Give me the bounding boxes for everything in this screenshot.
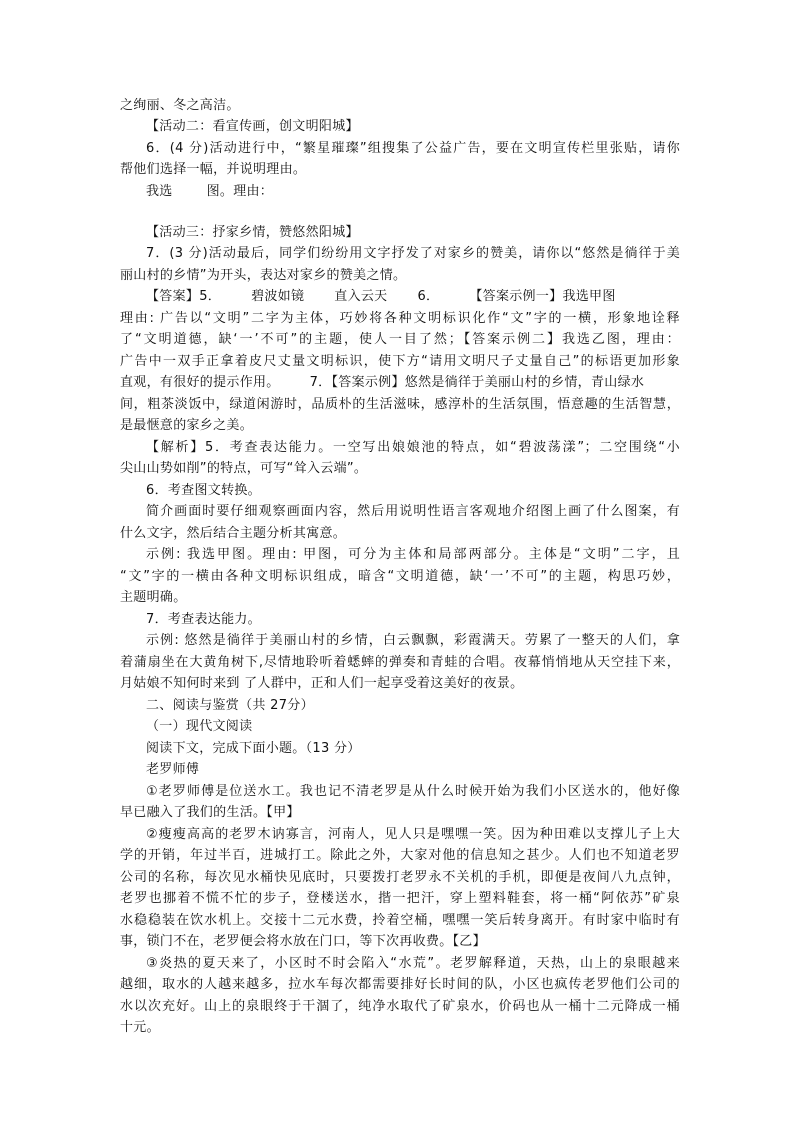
text-line: 理由: 广告以“文明”二字为主体，巧妙将各种文明标识化作“文”字的一横，形象地诠释 xyxy=(120,311,680,326)
answer-choose-label: 我选 xyxy=(146,184,173,199)
answer-6-number: 6． xyxy=(417,289,440,304)
activity-three-heading: 【活动三：抒家乡情，赞悠然阳城】 xyxy=(146,225,359,240)
question-7: 7．(3 分)活动最后，同学们纷纷用文字抒发了对家乡的赞美，请你以“悠然是徜徉于美 xyxy=(146,246,680,261)
answer-reason-label: 图。理由： xyxy=(206,184,274,199)
answer-label: 【答案】5． xyxy=(146,289,222,304)
answer-5-blank-2: 直入云天 xyxy=(334,289,388,304)
text-line: 公司的名称，每次见水桶快见底时，只要拨打老罗永不关机的手机，即便是夜间八九点钟， xyxy=(120,870,680,885)
text-line: 示例: 悠然是徜徉于美丽山村的乡情，白云飘飘，彩霞满天。劳累了一整天的人们，拿 xyxy=(146,633,680,648)
text-line: 是最惬意的家乡之美。 xyxy=(120,418,254,433)
text-line: 了“文明道德，缺‘一’不可”的主题，使人一目了然；【答案示例二】我选乙图，理由： xyxy=(120,332,680,347)
text-line: 水稳稳装在饮水机上。交接十二元水费，拎着空桶，嘿嘿一笑后转身离开。有时家中临时有 xyxy=(120,913,680,928)
text-line: 示例: 我选甲图。理由: 甲图，可分为主体和局部两部分。主体是“文明”二字，且 xyxy=(146,547,680,562)
answer-6-example-1: 【答案示例一】我选甲图 xyxy=(469,289,616,304)
text-line: 广告中一双手正拿着皮尺丈量文明标识，使下方“请用文明尺子丈量自己”的标语更加形象 xyxy=(120,354,680,369)
answer-line xyxy=(146,286,680,307)
text-line: 学的开销，年过半百，进城打工。除此之外，大家对他的信息知之甚少。人们也不知道老罗 xyxy=(120,848,680,863)
paragraph-1: ①老罗师傅是位送水工。我也记不清老罗是从什么时候开始为我们小区送水的，他好像 xyxy=(146,784,680,799)
text-line: 老罗也挪着不慌不忙的步子，登楼送水，揩一把汗，穿上塑料鞋套，将一桶“阿依苏”矿泉 xyxy=(120,891,680,906)
text-line: 十元。 xyxy=(120,1020,160,1035)
article-title: 老罗师傅 xyxy=(146,762,200,777)
reading-instruction: 阅读下文，完成下面小题。（13 分） xyxy=(146,741,361,756)
text-line: 简介画面时要仔细观察画面内容，然后用说明性语言客观地介绍图上画了什么图案，有 xyxy=(146,504,680,519)
text-line: 帮他们选择一幅，并说明理由。 xyxy=(120,162,307,177)
text-segment: 直观，有很好的提示作用。 xyxy=(120,375,280,390)
answer-7-example: 7．【答案示例】悠然是徜徉于美丽山村的乡情，青山绿水 xyxy=(309,375,645,390)
text-line: 什么文字，然后结合主题分析其寓意。 xyxy=(120,526,347,541)
analysis-7-heading: 7．考查表达能力。 xyxy=(146,612,261,627)
answer-blank-line xyxy=(146,181,680,202)
analysis-6-heading: 6．考查图文转换。 xyxy=(146,483,261,498)
question-6: 6．(4 分)活动进行中，“繁星璀璨”组搜集了公益广告，要在文明宣传栏里张贴，请你 xyxy=(146,141,680,156)
text-line: “文”字的一横由各种文明标识组成，暗含“文明道德，缺‘一’不可”的主题，构思巧妙， xyxy=(120,569,680,584)
answer-5-blank-1: 碧波如镜 xyxy=(251,289,305,304)
text-line xyxy=(120,372,680,393)
text-line: 水以次充好。山上的泉眼终于干涸了，纯净水取代了矿泉水，价码也从一桶十二元降成一桶 xyxy=(120,999,680,1014)
text-line: 之绚丽、冬之高洁。 xyxy=(120,98,240,113)
activity-two-heading: 【活动二：看宣传画，创文明阳城】 xyxy=(146,119,359,134)
analysis-line: 【解析】5．考查表达能力。一空写出娘娘池的特点，如“碧波荡漾”；二空围绕“小 xyxy=(146,440,680,455)
text-line: 主题明确。 xyxy=(120,590,187,605)
text-line: 事，锁门不在，老罗便会将水放在门口，等下次再收费。【乙】 xyxy=(120,934,486,949)
text-line: 早已融入了我们的生活。【甲】 xyxy=(120,805,300,820)
text-line: 间，粗茶淡饭中，绿道闲游时，品质朴的生活滋味，感淳朴的生活氛围，悟意趣的生活智慧， xyxy=(120,397,680,412)
text-line: 着蒲扇坐在大黄角树下,尽情地聆听着蟋蟀的弹奏和青蛙的合唱。夜幕悄悄地从天空挂下来， xyxy=(120,655,680,670)
section-heading: 二、阅读与鉴赏（共 27分） xyxy=(146,698,314,713)
text-line: 越细，取水的人越来越多，拉水车每次都需要排好长时间的队，小区也疯传老罗他们公司的 xyxy=(120,977,680,992)
paragraph-3: ③炎热的夏天来了，小区时不时会陷入“水荒”。老罗解释道，天热，山上的泉眼越来 xyxy=(146,956,680,971)
text-line: 丽山村的乡情”为开头，表达对家乡的赞美之情。 xyxy=(120,268,407,283)
text-line: 月姑娘不知何时来到 了人群中，正和人们一起享受着这美好的夜景。 xyxy=(120,676,524,691)
text-line: 尖山山势如削”的特点，可写“耸入云端”。 xyxy=(120,461,368,476)
paragraph-2: ②瘦瘦高高的老罗木讷寡言，河南人，见人只是嘿嘿一笑。因为种田难以支撑儿子上大 xyxy=(146,827,680,842)
subsection-heading: （一）现代文阅读 xyxy=(146,719,253,734)
